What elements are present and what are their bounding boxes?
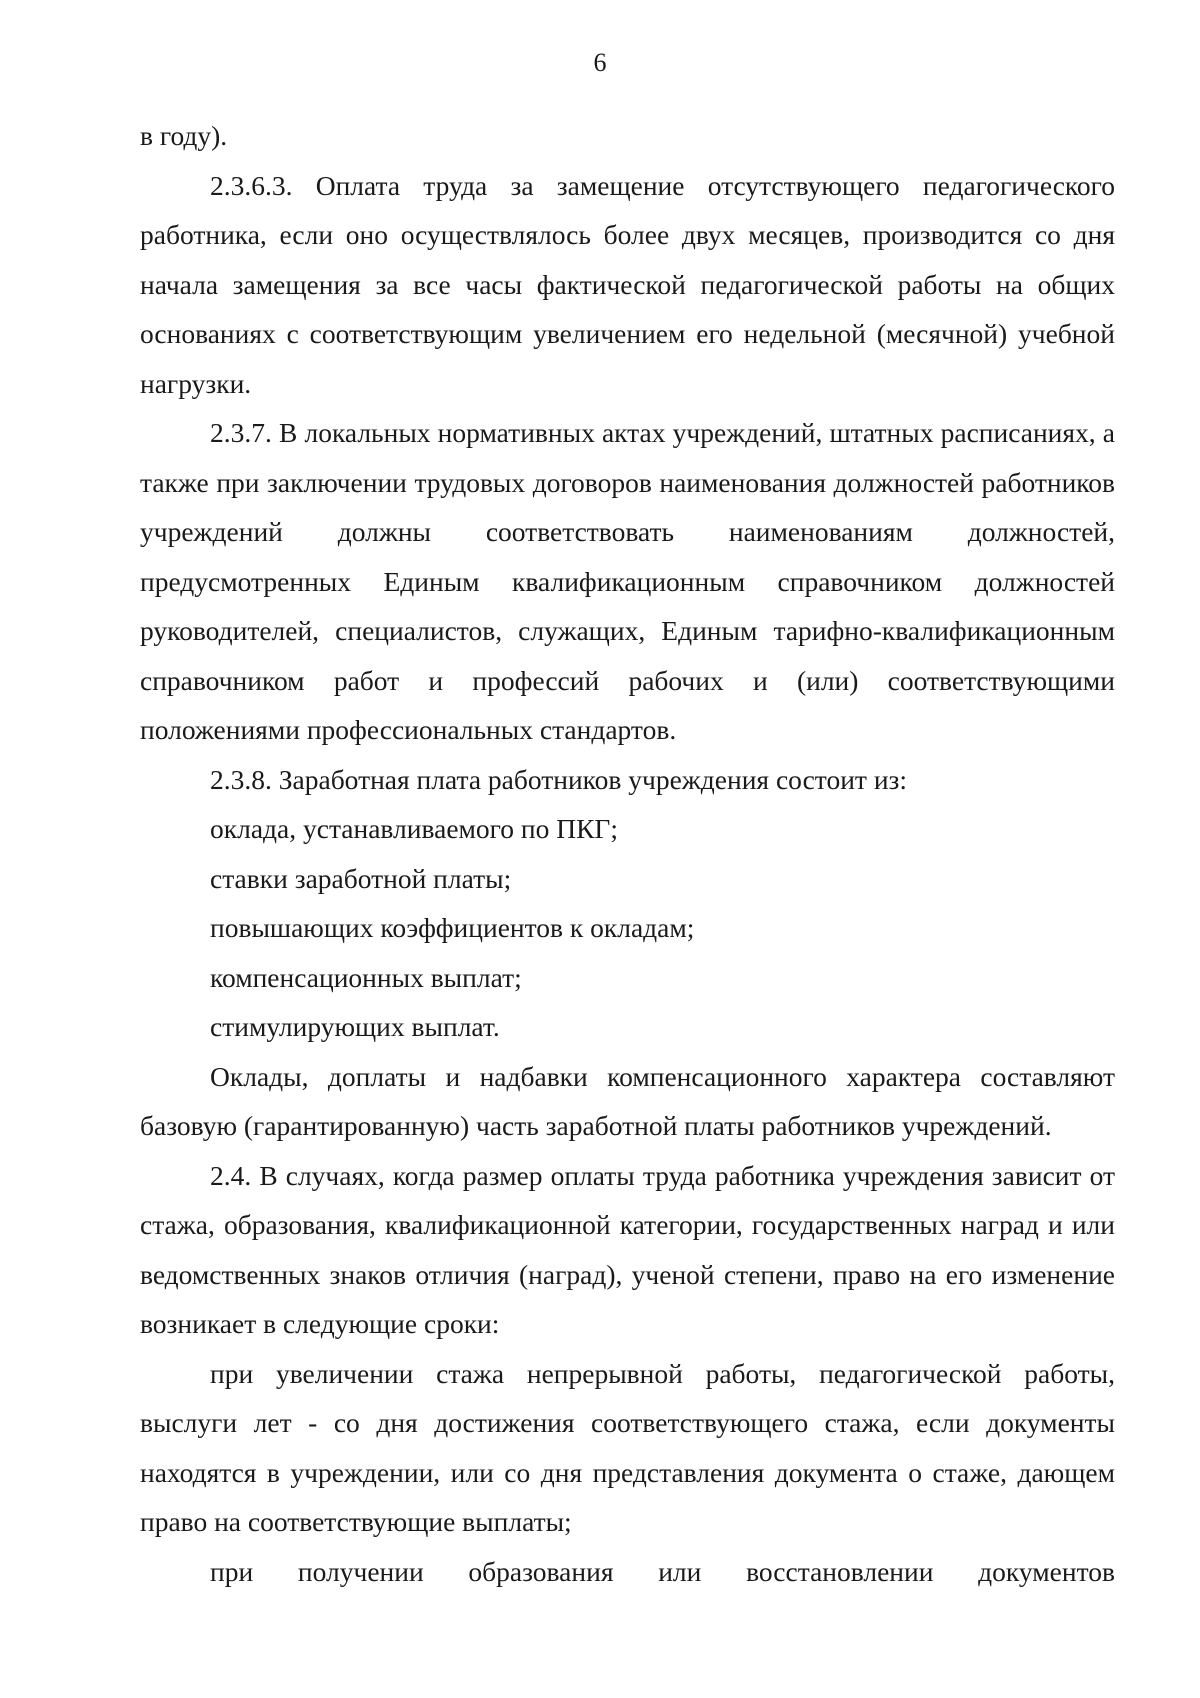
list-item: повышающих коэффициентов к окладам;	[210, 912, 695, 943]
paragraph-2-3-8: 2.3.8. Заработная плата работников учреждения состоит из:	[210, 763, 908, 795]
page-number: 6	[593, 48, 607, 77]
paragraph-2-4: 2.4. В случаях, когда размер оплаты труда работника учреждения зависит от стажа, образования, квалификационной категории, государственных наград и или ведомственных знаков отличия (наград), ученой степени, право на его изменение возникает в следующие сроки:	[140, 1159, 1115, 1339]
paragraph-base-salary: Оклады, доплаты и надбавки компенсационного характера составляют базовую (гарантированную) часть заработной платы работников учреждений.	[140, 1060, 1115, 1141]
list-item: стимулирующих выплат.	[210, 1011, 500, 1042]
paragraph-continuation: в году).	[140, 120, 228, 151]
list-item: компенсационных выплат;	[210, 961, 522, 993]
document-body	[140, 111, 1115, 1596]
list-item: оклада, устанавливаемого по ПКГ;	[210, 813, 618, 844]
paragraph-2-3-6-3: 2.3.6.3. Оплата труда за замещение отсутствующего педагогического работника, если оно осуществлялось более двух месяцев, производится со дня начала замещения за все часы фактической педагогической работы на общих основаниях с соответствующим увеличением его недельной (месячной) учебной нагрузки.	[140, 169, 1115, 399]
paragraph-seniority: при увеличении стажа непрерывной работы, педагогической работы, выслуги лет - со дня достижения соответствующего стажа, если документы находятся в учреждении, или со дня представления документа о стаже, дающем право на соответствующие выплаты;	[140, 1357, 1115, 1537]
paragraph-education: при получении образования или восстановлении документов	[210, 1555, 1115, 1587]
paragraph-2-3-7: 2.3.7. В локальных нормативных актах учреждений, штатных расписаниях, а также при заключении трудовых договоров наименования должностей работников учреждений должны соответствовать наименованиям должностей, предусмотренных Единым квалификационным справочником должностей руководителей, специалистов, служащих, Единым тарифно-квалификационным справочником работ и профессий рабочих и (или) соответствующими положениями профессиональных стандартов.	[140, 417, 1115, 745]
list-item: ставки заработной платы;	[210, 862, 512, 894]
